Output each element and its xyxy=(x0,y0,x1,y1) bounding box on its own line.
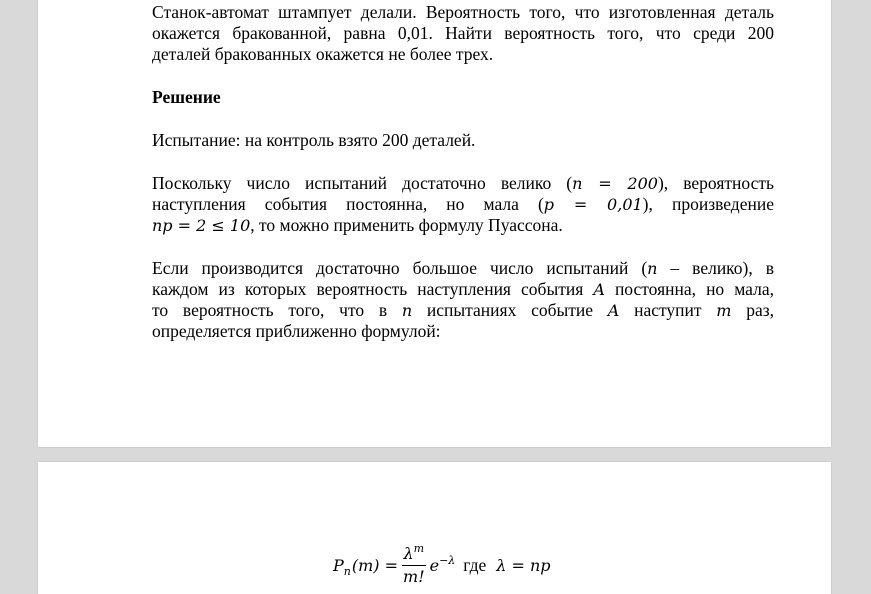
poisson-formula xyxy=(333,530,551,594)
page-2 xyxy=(38,462,831,594)
poisson-line-2: каждом из которых вероятность наступления события A постоянна, но мала, xyxy=(152,279,774,299)
formula-numerator: $\lambda^m$ xyxy=(402,544,427,566)
formula-fraction xyxy=(401,541,427,587)
problem-line-1: Станок-автомат штампует делали. Вероятность того, что изготовленная деталь xyxy=(152,2,774,22)
page-1 xyxy=(38,0,831,447)
poisson-intro-paragraph xyxy=(152,258,774,342)
reasoning-line-2: наступления события постоянна, но мала (p = 0,01), произведение xyxy=(152,194,774,214)
problem-line-2: окажется бракованной, равна 0,01. Найти вероятность того, что среди 200 xyxy=(152,23,774,43)
reasoning-line-1: Поскольку число испытаний достаточно велико (n = 200), вероятность xyxy=(152,173,774,193)
formula-exponential: $e^{-\lambda}$ xyxy=(429,553,456,575)
formula-denominator: m! xyxy=(403,566,425,586)
poisson-line-4: определяется приближенно формулой: xyxy=(152,321,441,341)
reasoning-line-3: np = 2 ≤ 10, то можно применить формулу Пуассона. xyxy=(152,215,563,235)
problem-statement xyxy=(152,2,774,65)
poisson-line-1: Если производится достаточно большое число испытаний (n – велико), в xyxy=(152,258,774,278)
formula-lhs: $P_n$ xyxy=(333,555,351,578)
solution-heading: Решение xyxy=(152,87,221,107)
poisson-line-3: то вероятность того, что в n испытаниях событие A наступит m раз, xyxy=(152,300,774,320)
formula-lambda-definition: λ = np xyxy=(496,555,551,575)
reasoning-paragraph xyxy=(152,173,774,236)
page-1-content xyxy=(152,2,774,364)
formula-lhs-arg: (m) = xyxy=(351,555,399,575)
problem-line-3: деталей бракованных окажется не более трех. xyxy=(152,44,494,64)
trial-statement: Испытание: на контроль взято 200 деталей. xyxy=(152,130,476,150)
formula-where-word: где xyxy=(463,554,487,575)
